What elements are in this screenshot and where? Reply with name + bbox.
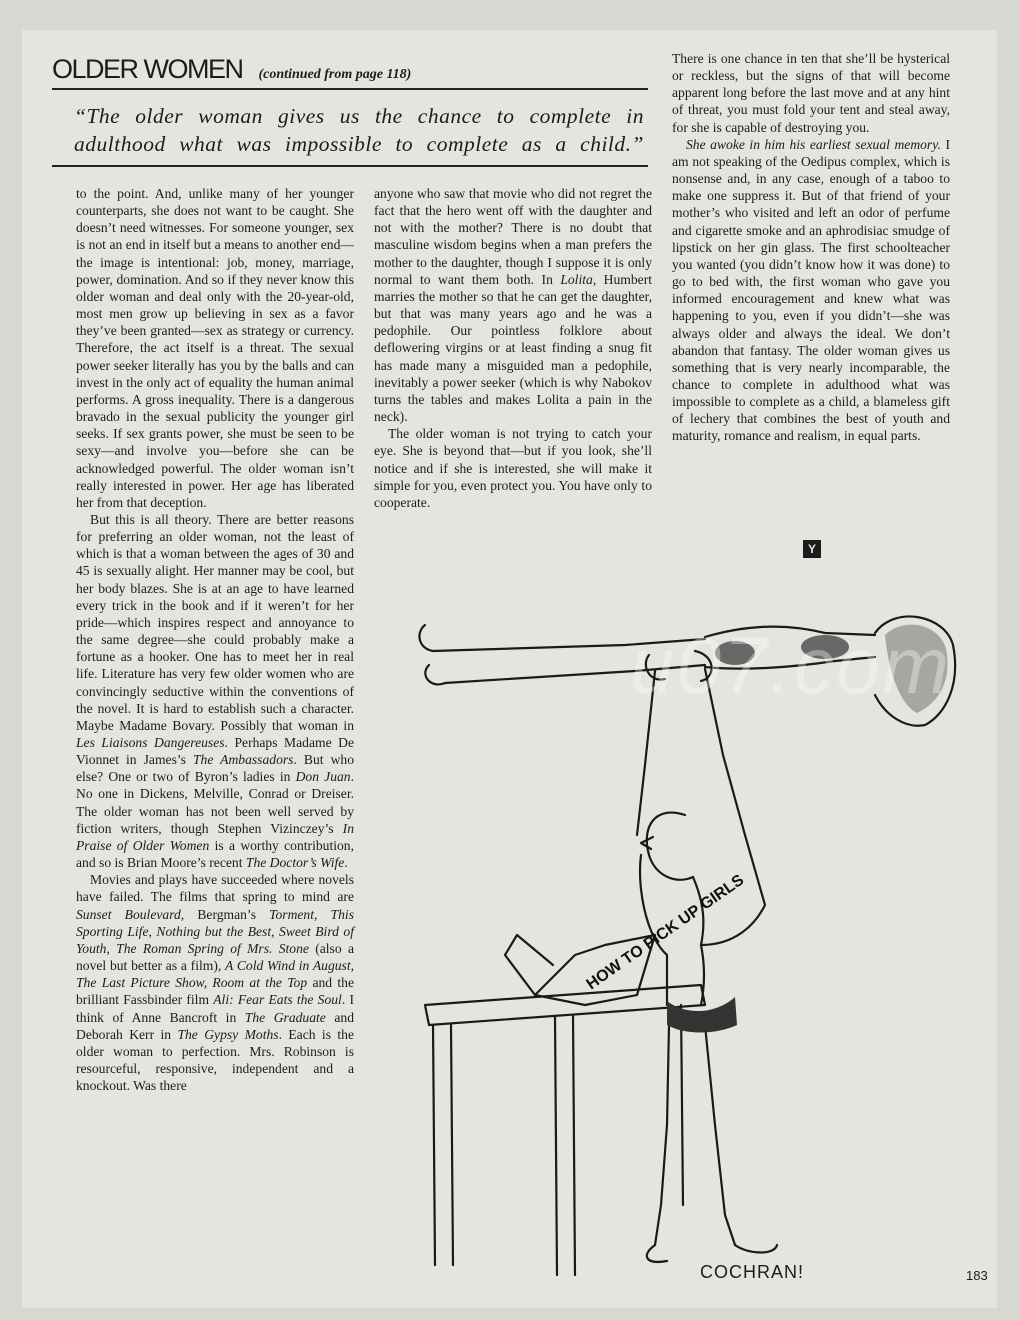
title-reference: Les Liaisons Dangereuses	[76, 735, 225, 750]
cartoon-illustration	[405, 605, 965, 1295]
title-reference: Don Juan	[295, 769, 351, 785]
title-reference: The Doctor’s Wife	[245, 855, 345, 871]
book-cover-text: HOW TO PICK UP GIRLS	[583, 871, 748, 994]
man-left-arm	[637, 671, 655, 835]
title-reference: Ali: Fear Eats the Soul	[213, 992, 342, 1008]
paragraph: She awoke in him his earliest sexual memory. I am not speaking of the Oedipus complex, which is nonsense and, in any case, enough of a taboo to make one suppress it. But of that friend of your mother’s who visited and left an odor of perfume and cigarette smoke and an aphrodisiac smudge of lipstick on her gin glass. The first schoolteacher you wanted (you didn’t know how it was done) to go to bed with, the first woman who gave you informed encouragement and knew what was happening to you, even if you didn’t—she was always older and always the ideal. We don’t abandon that fantasy. The older woman gives us something that is very nearly incomparable, the chance to complete in adulthood what was impossible to complete as a child, a blameless gift of lechery that combines the best of youth and maturity, romance and realism, in equal parts.	[672, 136, 950, 444]
pull-quote: “The older woman gives us the chance to complete in adulthood what was impossible to complete as a child.”	[74, 104, 644, 156]
title-reference: The Gypsy Moths	[177, 1026, 279, 1042]
title-reference: The Ambassadors	[192, 752, 294, 768]
pull-quote-rule	[52, 165, 648, 167]
page-number: 183	[966, 1268, 988, 1283]
paragraph: anyone who saw that movie who did not regret the fact that the hero went off with the daughter and not with the mother? There is no doubt that masculine wisdom begins when a man prefers the mother to the daughter, though I suppose it is only normal to want them both. In Lolita, Humbert marries the mother so that he can get the daughter, but that was many years ago and he was a pedophile. Our pointless folklore about deflowering virgins or at least finding a snug fit has made many a misguided man a pedophile, inevitably a power seeker (which is why Nabokov turns the tables and makes Lolita a pain in the neck).	[374, 186, 652, 425]
cartoonist-credit: COCHRAN!	[700, 1262, 805, 1282]
paragraph: The older woman is not trying to catch your eye. She is beyond that—but if you look, she’ll notice and if she is interested, she will make it simple for you, even protect you. You have only to cooperate.	[374, 426, 652, 510]
man-right-arm	[705, 669, 745, 835]
article-title: OLDER WOMEN	[52, 54, 243, 84]
lead-in: She awoke in him his earliest sexual memory.	[686, 136, 941, 152]
paragraph: Movies and plays have succeeded where novels have failed. The films that spring to mind are Sunset Boulevard, Bergman’s Torment, This Sporting Life, Nothing but the Best, Sweet Bird of Youth, The Roman Spring of Mrs. Stone (also a novel but better as a film), A Cold Wind in August, The Last Picture Show, Room at the Top and the brilliant Fassbinder film Ali: Fear Eats the Soul. I think of Anne Bancroft in The Graduate and Deborah Kerr in The Gypsy Moths. Each is the older woman to perfection. Mrs. Robinson is resourceful, responsive, independent and a knockout. Was there	[76, 872, 355, 1094]
paragraph: But this is all theory. There are better reasons for preferring an older woman, not the least of which is that a woman between the ages of 30 and 45 is sexually alight. Her manner may be cool, but her body blazes. She is at an age to have learned every trick in the book and if it weren’t for her pride—which inspires respect and annoyance to the same degree—she could probably make a fortune as a hooker. One has to meet her in real life. Literature has very few older women who are convincingly seductive within the conventions of the novel. It is hard to establish such a character. Maybe Madame Bovary. Possibly that woman in Les Liaisons Dangereuses. Perhaps Madame De Vionnet in James’s The Ambassadors. But who else? One or two of Byron’s ladies in Don Juan. No one in Dickens, Melville, Conrad or Dreiser. The older woman has not been well served by fiction writers, though Stephen Vizinczey’s In Praise of Older Women is a worthy contribution, and so is Brian Moore’s recent The Doctor’s Wife.	[76, 511, 355, 871]
paragraph: There is one chance in ten that she’ll be hysterical or reckless, but the signs of that will become apparent long before the last move and at any hint of threat, you must fold your tent and steal away, for she is capable of destroying you.	[672, 51, 950, 135]
end-mark-icon: Y	[803, 540, 821, 558]
article-header	[52, 54, 642, 86]
column-3	[672, 50, 950, 445]
column-2	[374, 185, 652, 511]
title-reference: Lolita	[560, 271, 593, 287]
watermark: u07.com	[630, 621, 951, 710]
header-rule	[52, 88, 648, 90]
paragraph: to the point. And, unlike many of her younger counterparts, she does not want to be caught. She doesn’t need witnesses. For someone younger, sex is not an end in itself but a means to another end—the image is intentional: job, money, marriage, power, domination. And so if they never know this older woman and deal only with the 20-year-old, most men grow up believing in sex as a favor they’ve been granted—sex as strategy or currency. Therefore, the act itself is a threat. The sexual power seeker literally has you by the balls and can invest in the only act of equality the human animal performs. A gross inequality. There is a dangerous bravado in the sexual publicity the younger girl seeks. If sex grants power, she must be seen to be sexy—and involve you—before she can be acknowledged powerful. The older woman isn’t really interested in power. Her age has liberated her from that deception.	[76, 186, 354, 510]
table	[425, 985, 705, 1025]
title-reference: In Praise of Older Women	[76, 820, 354, 853]
man-head	[647, 813, 693, 880]
woman-legs	[419, 625, 705, 651]
column-1	[76, 185, 354, 1094]
title-reference: The Graduate	[244, 1009, 326, 1025]
continued-note: (continued from page 118)	[258, 67, 412, 82]
title-reference: A Cold Wind in August, The Last Picture Show, Room at the Top	[76, 958, 355, 991]
title-reference: Sunset Boulevard	[76, 906, 181, 922]
title-reference: Torment, This Sporting Life, Nothing but the Best, Sweet Bird of Youth, The Roman Spring of Mrs. Stone	[76, 906, 354, 956]
